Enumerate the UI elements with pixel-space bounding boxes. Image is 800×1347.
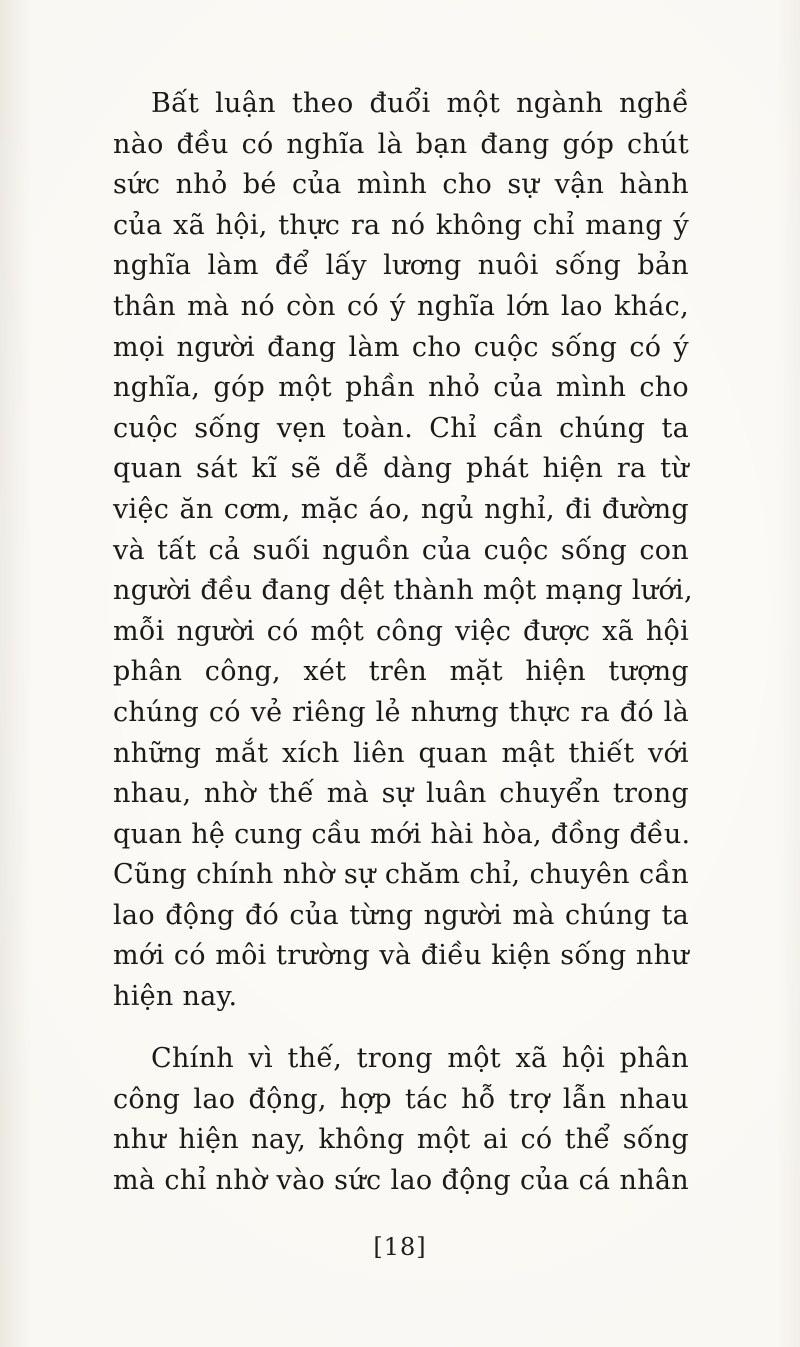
text-line: Bất luận theo đuổi một ngành nghề: [151, 88, 689, 119]
text-line: của xã hội, thực ra nó không chỉ mang ý: [113, 209, 689, 241]
page-number: [18]: [373, 1233, 427, 1261]
text-line: người đều đang dệt thành một mạng lưới,: [113, 575, 693, 607]
text-line: những mắt xích liên quan mật thiết với: [113, 737, 689, 769]
text-line: phân công, xét trên mặt hiện tượng: [113, 656, 689, 688]
text-line: quan sát kĩ sẽ dễ dàng phát hiện ra từ: [113, 453, 689, 485]
text-line: sức nhỏ bé của mình cho sự vận hành: [113, 169, 689, 201]
text-line: mọi người đang làm cho cuộc sống có ý: [113, 331, 689, 363]
text-line: như hiện nay, không một ai có thể sống: [113, 1124, 689, 1156]
text-line: công lao động, hợp tác hỗ trợ lẫn nhau: [113, 1083, 689, 1115]
text-line: nhau, nhờ thế mà sự luân chuyển trong: [113, 778, 689, 810]
text-line: nghĩa làm để lấy lương nuôi sống bản: [113, 250, 689, 282]
text-line: và tất cả suối nguồn của cuộc sống con: [113, 534, 689, 566]
text-line: Chính vì thế, trong một xã hội phân: [151, 1043, 689, 1074]
text-line: mà chỉ nhờ vào sức lao động của cá nhân: [113, 1164, 689, 1196]
text-line: quan hệ cung cầu mới hài hòa, đồng đều.: [113, 818, 691, 850]
text-line: cuộc sống vẹn toàn. Chỉ cần chúng ta: [113, 412, 689, 444]
text-line: mỗi người có một công việc được xã hội: [113, 615, 689, 647]
text-line: nghĩa, góp một phần nhỏ của mình cho: [113, 372, 689, 404]
paragraph-1: [113, 84, 693, 1018]
paragraph-2: [113, 1039, 689, 1201]
text-line: mới có môi trường và điều kiện sống như: [113, 940, 689, 972]
text-line: việc ăn cơm, mặc áo, ngủ nghỉ, đi đường: [113, 493, 689, 525]
text-line: hiện nay.: [113, 981, 238, 1013]
text-line: chúng có vẻ riêng lẻ nhưng thực ra đó là: [113, 696, 689, 728]
text-line: lao động đó của từng người mà chúng ta: [113, 899, 689, 931]
text-line: thân mà nó còn có ý nghĩa lớn lao khác,: [113, 290, 689, 322]
text-line: Cũng chính nhờ sự chăm chỉ, chuyên cần: [113, 859, 689, 891]
text-line: nào đều có nghĩa là bạn đang góp chút: [113, 128, 689, 160]
